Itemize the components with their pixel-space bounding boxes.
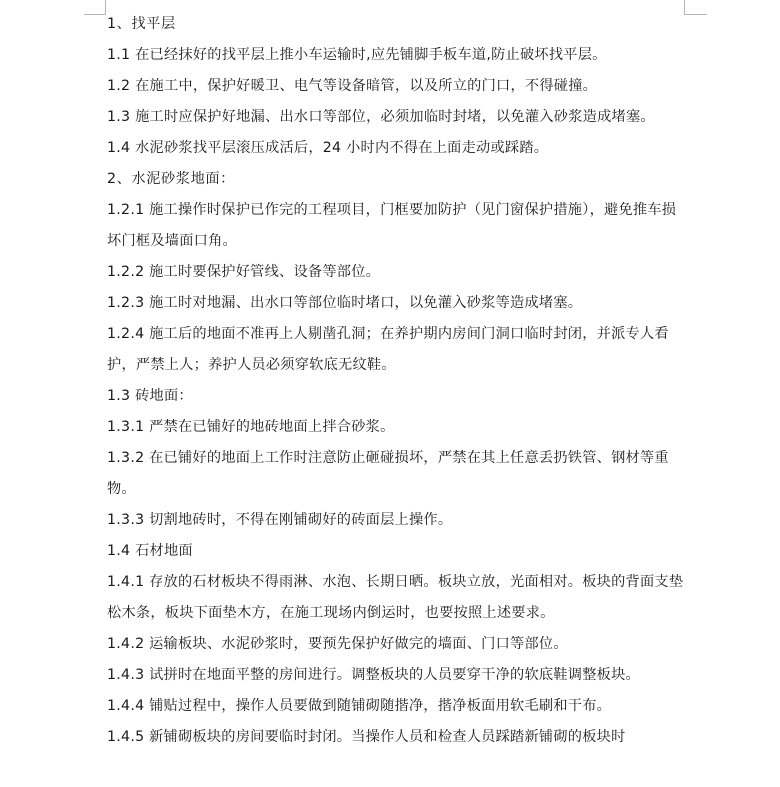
paragraph-1-4-5: 1.4.5 新铺砌板块的房间要临时封闭。当操作人员和检查人员踩踏新铺砌的板块时 bbox=[107, 729, 626, 745]
paragraph-1-2-1: 1.2.1 施工操作时保护已作完的工程项目，门框要加防护（见门窗保护措施），避免推车损坏门框及墙面口角。 bbox=[107, 202, 677, 249]
section-heading-leveling-layer: 1、找平层 bbox=[107, 16, 176, 32]
paragraph-1-2: 1.2 在施工中，保护好暖卫、电气等设备暗管，以及所立的门口，不得碰撞。 bbox=[107, 78, 598, 94]
paragraph-1-4: 1.4 水泥砂浆找平层滚压成活后，24 小时内不得在上面走动或踩踏。 bbox=[107, 140, 549, 156]
paragraph-1-2-4: 1.2.4 施工后的地面不准再上人剔凿孔洞；在养护期内房间门洞口临时封闭，并派专人看护，严禁上人；养护人员必须穿软底无纹鞋。 bbox=[107, 326, 669, 373]
page-corner-mark-top-left bbox=[84, 0, 106, 15]
document-body bbox=[107, 9, 689, 753]
paragraph-1-2-2: 1.2.2 施工时要保护好管线、设备等部位。 bbox=[107, 264, 381, 280]
paragraph-1-4-3: 1.4.3 试拼时在地面平整的房间进行。调整板块的人员要穿干净的软底鞋调整板块。 bbox=[107, 667, 640, 683]
paragraph-1-2-3: 1.2.3 施工时对地漏、出水口等部位临时堵口，以免灌入砂浆等造成堵塞。 bbox=[107, 295, 583, 311]
paragraph-1-3-3: 1.3.3 切割地砖时，不得在刚铺砌好的砖面层上操作。 bbox=[107, 512, 453, 528]
section-heading-brick-floor: 1.3 砖地面： bbox=[107, 388, 193, 404]
paragraph-1-4-4: 1.4.4 铺贴过程中，操作人员要做到随铺砌随揩净，揩净板面用软毛刷和干布。 bbox=[107, 698, 612, 714]
paragraph-1-3: 1.3 施工时应保护好地漏、出水口等部位，必须加临时封堵，以免灌入砂浆造成堵塞。 bbox=[107, 109, 655, 125]
section-heading-stone-floor: 1.4 石材地面 bbox=[107, 543, 193, 559]
paragraph-1-4-2: 1.4.2 运输板块、水泥砂浆时，要预先保护好做完的墙面、门口等部位。 bbox=[107, 636, 568, 652]
paragraph-1-1: 1.1 在已经抹好的找平层上推小车运输时,应先铺脚手板车道,防止破坏找平层。 bbox=[107, 47, 607, 63]
paragraph-1-4-1: 1.4.1 存放的石材板块不得雨淋、水泡、长期日晒。板块立放，光面相对。板块的背面支垫松木条，板块下面垫木方，在施工现场内倒运时，也要按照上述要求。 bbox=[107, 574, 684, 621]
paragraph-1-3-2: 1.3.2 在已铺好的地面上工作时注意防止砸碰损坏，严禁在其上任意丢扔铁管、钢材等重物。 bbox=[107, 450, 669, 497]
section-heading-cement-mortar-floor: 2、水泥砂浆地面： bbox=[107, 171, 235, 187]
paragraph-1-3-1: 1.3.1 严禁在已铺好的地砖地面上拌合砂浆。 bbox=[107, 419, 395, 435]
